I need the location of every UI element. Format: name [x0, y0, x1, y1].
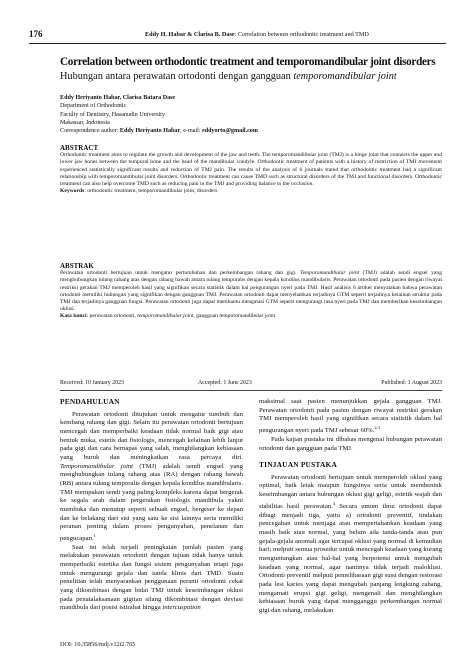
intro-p2-italic: intercuspation	[162, 604, 201, 612]
review-paragraph	[259, 474, 442, 616]
city: Makassar, Indonesia	[60, 119, 110, 126]
abstract-indonesian	[60, 263, 442, 321]
received-date: Received: 10 January 2023	[60, 380, 124, 386]
running-title: : Correlation between orthodontic treatment and TMD	[234, 31, 369, 38]
abstrak-italic: Temporomandibular joint	[299, 270, 360, 277]
intro-paragraph-1	[60, 411, 243, 544]
review-text: Perawatan ortodonti bertujuan untuk memperoleh oklusi yang optimal, baik letak maupun fungsinya serta untuk membentuk keseimbangan antara hubungan oklusi gigi geligi, estetik wajah dan stabilitas hasil perawatan.	[259, 473, 442, 511]
keywords	[60, 188, 442, 195]
author-names: Eddy Heriyanto Habar, Clarisa Batara Dase	[60, 95, 176, 101]
header-divider	[29, 43, 446, 44]
citation-ref: 1	[93, 532, 96, 538]
running-header	[145, 31, 369, 38]
review-tail: Secara umum ilmu ortodonti dapat dibagi menjadi tiga, yaitu a) ortodonti preventif, tindakan pencegahan untuk menjaga atau mempertahankan keadaan yang masih baik atau normal, yang belum ada tanda-tanda atau pun gejala-gejala anomali agar tercapai oklusi yang normal di kemudian hari; melputi semua prosedur untuk mencegah keadaan yang kurang menguntungkan atau hal-hal yang berpotensi untuk mengubah keadaan yang normal, agar nantinya tidak terjadi maloklusi. Ortodonti preventif melputi pemeliharaan gigi susu dengan restorasi pada lesi karies yang dapat mengubah panjang lengkung rahang, mengamati erupsi gigi geligi, mengenali dan menghilangkan kebiasaan buruk yang dapat mengganggu perkembangan normal gigi dan rahang, melakukan	[259, 503, 442, 614]
affiliation-block	[60, 94, 258, 135]
page-number: 176	[29, 29, 43, 39]
citation-ref: 4	[332, 500, 336, 506]
left-column	[60, 398, 243, 613]
section-heading-tinjauan: TINJAUAN PUSTAKA	[259, 460, 338, 470]
kata-kunci	[60, 313, 442, 320]
intro-paragraph-2	[60, 544, 243, 613]
intro-continuation	[259, 398, 442, 436]
running-authors: Eddy H. Habar & Clarisa B. Dase	[145, 31, 235, 38]
abstract-body: Orthodontic treatment aims to regulate the growth and development of the jaw and teeth. The temporomandibular joint (TMJ) is a hinge joint that connects the upper and lower jaw bones between the temporal bone and the head of the mandibular condyle. Orthodontic treatment of patients with a history of restriction of TMJ movement experienced statistically significant results and reduction of TMJ pain. The results of the analysis of 6 journals stated that orthodontic treatment had a significant relationship with temporomandibular joint disorders. Orthodontic treatment can cause TMD such as structural disorders of the TMJ and functional disorders. Orthodontic treatment can also help overcome TMD such as reducing pain in the TMJ and providing balance to the occlusion.	[60, 152, 442, 188]
dates-divider	[60, 390, 442, 391]
kata-kunci-plain: : perawatan ortodonti,	[86, 313, 138, 320]
kata-kunci-italic: temporomandibular joint	[137, 313, 194, 320]
kata-kunci-label: Kata kunci	[60, 313, 87, 320]
doi-footer[interactable]: DOI: 10.35856/mdj.v12i2.765	[60, 641, 136, 648]
intro-p1-italic: Temporomandibular joint	[60, 462, 134, 470]
keywords-label: Keywords	[60, 188, 85, 195]
section-heading-pendahuluan: PENDAHULUAN	[60, 397, 120, 406]
intro-cont-text: maksimal saat pasien menunjukkan gejala gangguan TMJ. Perawatan ortodonti pada pasien dengan riwayat restriksi gerakan TMJ memperoleh hasil yang signifikan secara statistik dalam hal pengurangan nyeri pada TMJ sebesar 60%.	[259, 398, 442, 435]
article-title-english: Correlation between orthodontic treatment and temporomandibular joint disorders	[60, 56, 436, 68]
department: Department of Orthodontic	[60, 103, 127, 110]
abstrak-text-2: (TMJ) adalah sendi engsel yang menghubungkan tulang rahang atas dengan rahang bawah antara tulang temporalis dengan kepala kondilus mandibularis. Perawatan ortodonti pada pasien dengan riwayat restriksi gerakan TMJ memperoleh hasil yang signifikan secara statistik dalam hal pengurangan nyeri pada TMJ. Hasil analisis 6 artikel menyatakan bahwa perawatan ortodonti memiliki hubungan yang signifikan dengan gangguan TMJ. Perawatan ortodonti dapat menyebabkan terjadinya GTM seperti terjadinya kelainan struktur pada TMJ dan terjadinya gangguan fungsi. Perawatan ortodonti juga dapat membantu mengatasi GTM seperti mengurangi rasa nyeri pada TMJ dan memberikan keseimbangan oklusi.	[60, 270, 442, 313]
accepted-date: Accepted: 1 June 2023	[198, 380, 252, 386]
intro-p2-text: Saat ini telah terjadi peningkatan jumlah pasien yang melakukan perawatan ortodonti dengan tujuan tidak hanya untuk memperbaiki estetika dan fungsi sistem pengunyahan tetapi juga untuk mengurangi gejala dan tanda klinis dari TMD. Suatu penelitian telah menyarankan penggunaan peranti ortodonti cekat yang dikombinasi dengan bidai TMJ untuk keseimbangan oklusi pada penatalaksanaan gigitan silang dikombinasi dengan deviasi mandibula dari posisi istirahat hingga	[60, 543, 243, 612]
corr-email-label: , e-mail:	[180, 128, 202, 135]
abstrak-heading: ABSTRAK	[60, 262, 94, 270]
corr-name: Eddy Heriyanto Habar	[119, 128, 181, 135]
intro-aim: Pada kajian pustaka ini dibahas mengenai hubungan perawatan ortodonti dan gangguan pada TMJ.	[259, 435, 442, 452]
kata-kunci-tail: , gangguan temporomandibular joint	[193, 313, 276, 320]
keywords-list: : orthodontic treatment, temporomandibular joint, disorders	[84, 188, 218, 195]
corr-email[interactable]: eddyorto@gmail.com	[202, 128, 258, 135]
abstrak-text-1: Perawatan ortodonti bertujuan untuk mengatur pertumbuhan dan perkembangan rahang dan gigi.	[60, 270, 300, 277]
article-title-indonesian	[60, 71, 397, 82]
correspondence	[60, 127, 258, 135]
corr-label: Correspondence author:	[60, 128, 120, 135]
citation-ref: 2,3	[374, 424, 381, 430]
faculty: Faculty of Dentistry, Hasanudin University	[60, 111, 166, 118]
published-date: Published: 1 August 2023	[381, 380, 442, 386]
abstract-heading: ABSTRACT	[60, 144, 99, 152]
abstrak-body	[60, 270, 442, 313]
title-id-italic: temporomandibular joint	[293, 71, 397, 82]
abstract-english	[60, 145, 442, 195]
intro-p1-tail: (TMJ) adalah sendi engsel yang menghubungkan tulang rahang atas (RA) dengan rahang bawah (RB) antara tulang temporalis dengan kepala kondilus mandibularis. TMJ merupakan sendi yang paling kompleks karena dapat bergerak ke segala arah dalam pergerakan fisiologis mandibula yakni membuka dan menutup seperti sebuah engsel, bergeser ke depan dan ke belakang dari sisi yang satu ke sisi lainnya serta memiliki peranan penting dalam proses pengunyahan, penelanan dan pengucapan.	[60, 462, 243, 543]
title-id-plain: Hubungan antara perawatan ortodonti dengan gangguan	[60, 71, 294, 82]
intro-p1-text: Perawatan ortodonti ditujukan untuk mengatur tumbuh dan kembang rahang dan gigi. Selain itu perawatan ortodonti bertujuan mencegah dan memperbaiki keadaan tidak normal baik gigi atau bentuk muka, estetis dan fisiologis, mencegah kelainan lebih lanjut pada gigi dan cara bernapas yang salah, menghilangkan kebiasaan yang buruk dan meningkatkan rasa percaya diri.	[60, 410, 243, 461]
right-column	[259, 398, 442, 616]
